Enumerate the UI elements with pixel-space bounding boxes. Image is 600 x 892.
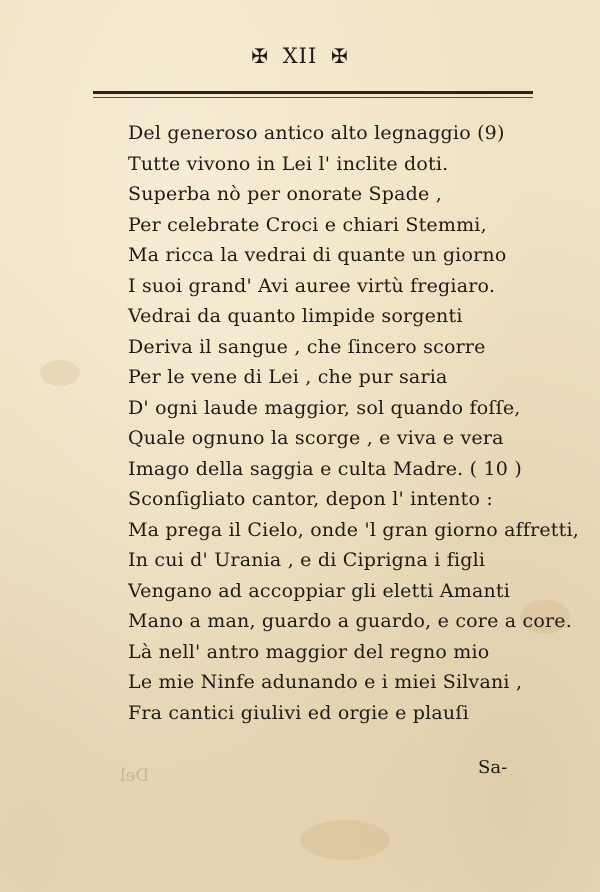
verse-line: Mano a man, guardo a guardo, e core a core. (128, 610, 572, 632)
verse-line: Ma ricca la vedrai di quante un giorno (128, 244, 507, 266)
verse-line: Fra cantici giulivi ed orgie e plauſi (128, 701, 469, 724)
verse-line: Tutte vivono in Lei l' inclite doti. (128, 152, 449, 175)
page-header (0, 42, 600, 68)
page-number: XII (282, 43, 318, 68)
show-through-text: Del (120, 766, 150, 786)
verse-line: Quale ognuno la scorge , e viva e vera (128, 427, 504, 449)
verse-line: Là nell' antro maggior del regno mio (128, 640, 490, 663)
verse-line: D' ogni laude maggior, sol quando foſſe, (128, 396, 521, 419)
left-ornament-icon: ✠ (251, 43, 270, 68)
verse-line: Deriva il sangue , che ſincero scorre (128, 335, 486, 358)
verse-line: Vedrai da quanto limpide sorgenti (128, 305, 463, 327)
verse-line: Per le vene di Lei , che pur saria (128, 366, 448, 388)
verse-line: In cui d' Urania , e di Ciprigna i figli (128, 549, 486, 571)
catchword: Sa- (478, 757, 508, 778)
verse-line: Ma prega il Cielo, onde 'l gran giorno affretti, (128, 518, 579, 541)
verse-line: Per celebrate Croci e chiari Stemmi, (128, 213, 487, 236)
verse-line: I suoi grand' Avi auree virtù fregiaro. (128, 274, 496, 297)
verse-line: Le mie Ninfe adunando e i miei Silvani , (128, 671, 523, 693)
verse-line: Sconſigliato cantor, depon l' intento : (128, 488, 493, 510)
paper-stain (300, 820, 390, 860)
header-rule (93, 91, 533, 94)
verse-line: Superba nò per onorate Spade , (128, 183, 442, 205)
header-rule-thin (93, 97, 533, 98)
verse-line: Imago della saggia e culta Madre. ( 10 ) (128, 457, 522, 480)
right-ornament-icon: ✠ (330, 43, 349, 68)
poem-text (128, 118, 579, 728)
paper-stain (40, 360, 80, 386)
verse-line: Del generoso antico alto legnaggio (9) (128, 122, 505, 144)
verse-line: Vengano ad accoppiar gli eletti Amanti (128, 579, 511, 602)
